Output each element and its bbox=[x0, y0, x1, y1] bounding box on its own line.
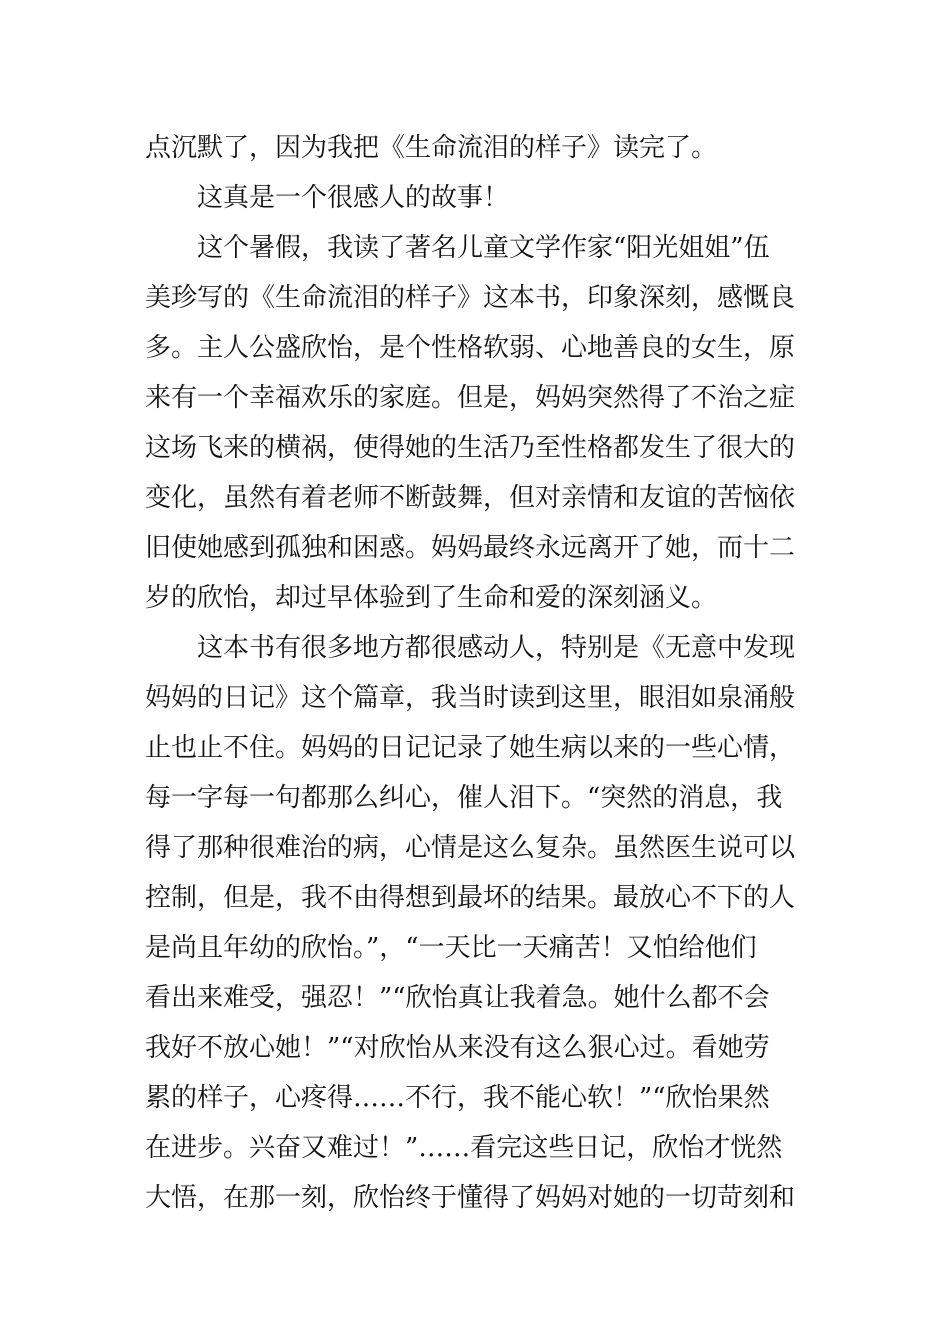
text-line: 得了那种很难治的病，心情是这么复杂。虽然医生说可以 bbox=[145, 833, 796, 863]
text-line: 这真是一个很感人的故事！ bbox=[197, 183, 510, 213]
text-line: 旧使她感到孤独和困惑。妈妈最终永远离开了她，而十二 bbox=[145, 533, 796, 563]
text-line: 岁的欣怡，却过早体验到了生命和爱的深刻涵义。 bbox=[145, 583, 718, 613]
text-line: 这场飞来的横祸，使得她的生活乃至性格都发生了很大的 bbox=[145, 433, 796, 463]
text-line: 妈妈的日记》这个篇章，我当时读到这里，眼泪如泉涌般 bbox=[145, 683, 796, 713]
text-line: 止也止不住。妈妈的日记记录了她生病以来的一些心情， bbox=[145, 733, 796, 763]
text-line: 每一字每一句都那么纠心，催人泪下。“突然的消息，我 bbox=[145, 783, 783, 813]
text-line: 是尚且年幼的欣怡。”，“一天比一天痛苦！又怕给他们 bbox=[145, 933, 757, 963]
text-line: 点沉默了，因为我把《生命流泪的样子》读完了。 bbox=[145, 133, 718, 163]
text-line: 这个暑假，我读了著名儿童文学作家“阳光姐姐”伍 bbox=[197, 233, 770, 263]
text-line: 变化，虽然有着老师不断鼓舞，但对亲情和友谊的苦恼依 bbox=[145, 483, 796, 513]
text-line: 这本书有很多地方都很感动人，特别是《无意中发现 bbox=[197, 633, 796, 663]
text-line: 来有一个幸福欢乐的家庭。但是，妈妈突然得了不治之症 bbox=[145, 383, 796, 413]
text-line: 美珍写的《生命流泪的样子》这本书，印象深刻，感慨良 bbox=[145, 283, 796, 313]
text-line: 我好不放心她！”“对欣怡从来没有这么狠心过。看她劳 bbox=[145, 1033, 770, 1063]
text-line: 控制，但是，我不由得想到最坏的结果。最放心不下的人 bbox=[145, 883, 796, 913]
text-line: 多。主人公盛欣怡，是个性格软弱、心地善良的女生，原 bbox=[145, 333, 796, 363]
text-line: 在进步。兴奋又难过！”……看完这些日记，欣怡才恍然 bbox=[145, 1133, 783, 1163]
text-line: 大悟，在那一刻，欣怡终于懂得了妈妈对她的一切苛刻和 bbox=[145, 1183, 796, 1213]
text-line: 累的样子，心疼得……不行，我不能心软！”“欣怡果然 bbox=[145, 1083, 770, 1113]
text-line: 看出来难受，强忍！”“欣怡真让我着急。她什么都不会 bbox=[145, 983, 770, 1013]
